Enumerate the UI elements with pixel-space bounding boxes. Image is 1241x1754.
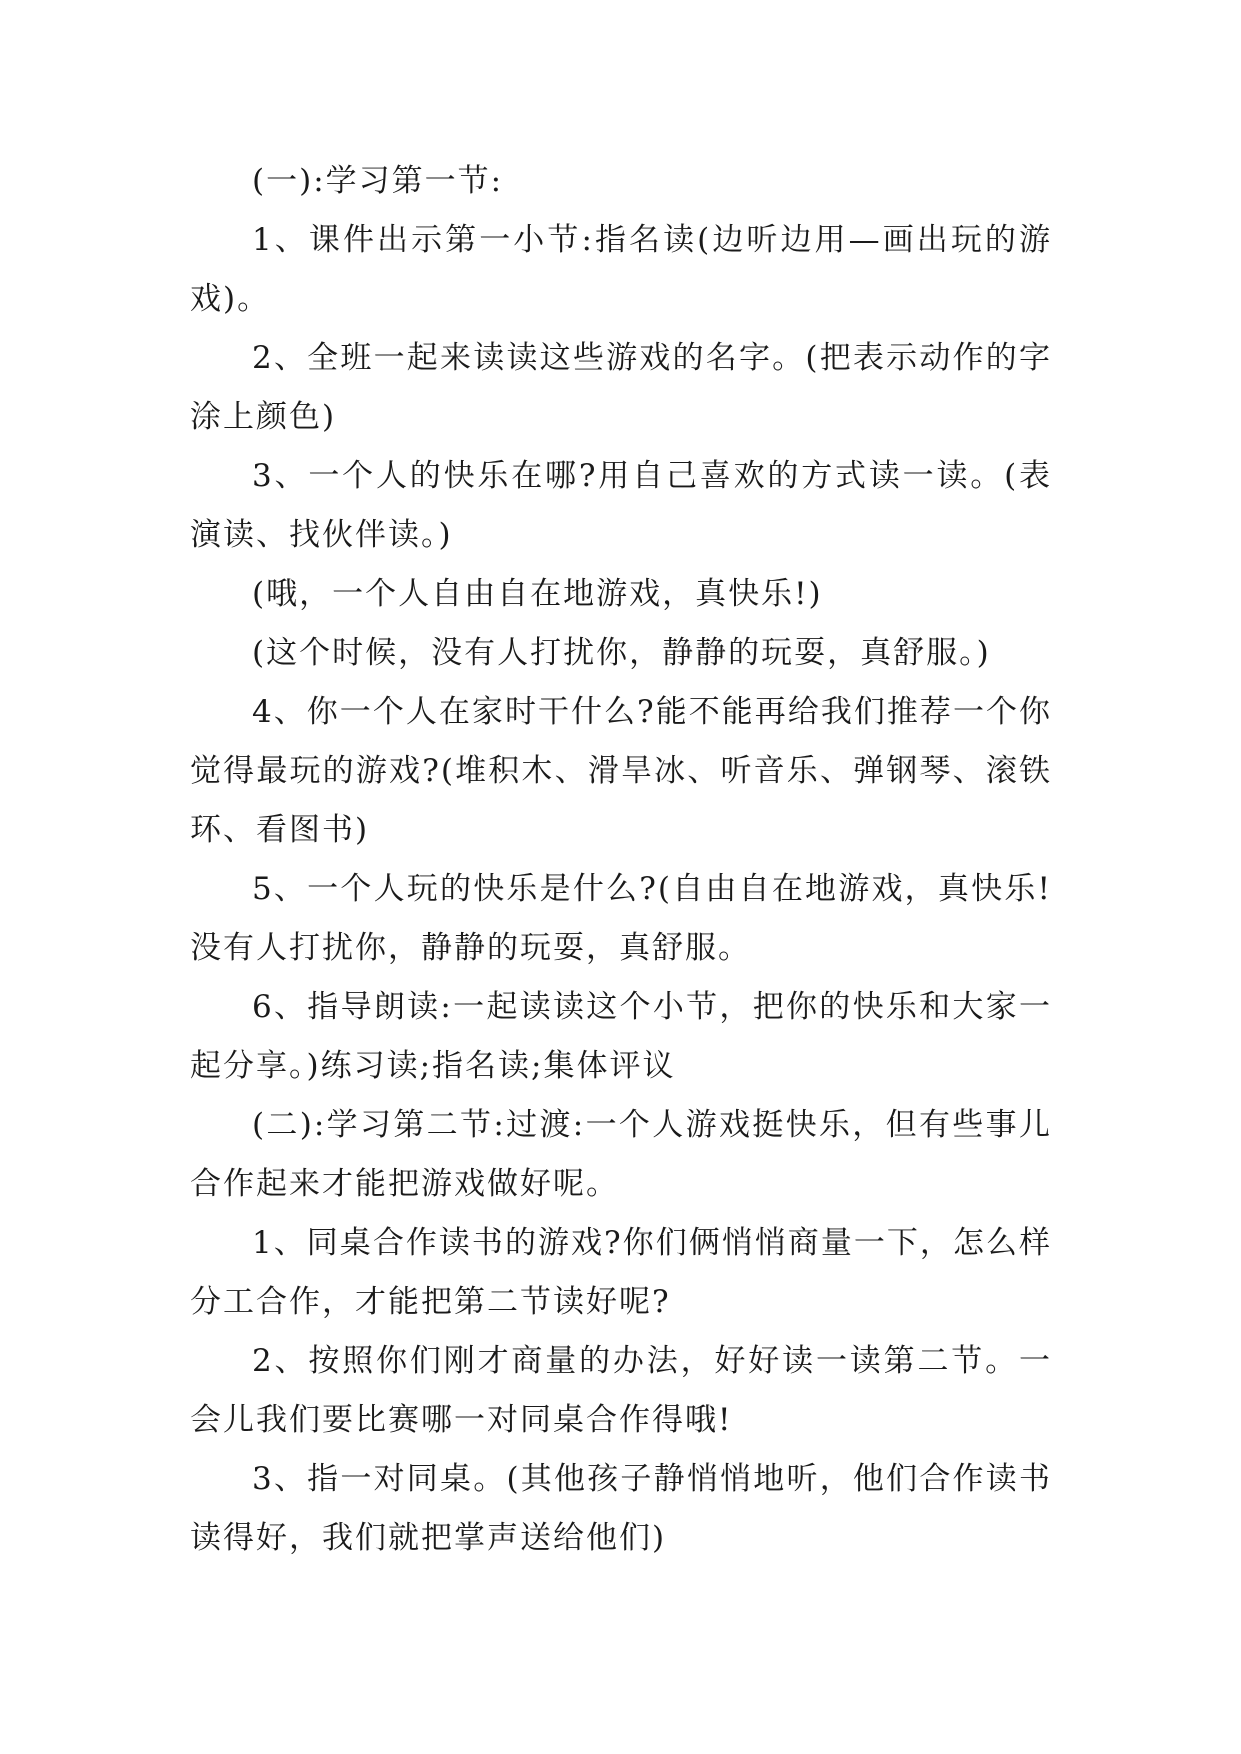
paragraph-step-2-1: 1、同桌合作读书的游戏?你们俩悄悄商量一下，怎么样分工合作，才能把第二节读好呢? [190,1225,1052,1320]
paragraph-step-5: 5、一个人玩的快乐是什么?(自由自在地游戏，真快乐!没有人打扰你，静静的玩耍，真舒服。 [190,871,1052,966]
paragraph-note-2: (这个时候，没有人打扰你，静静的玩耍，真舒服。) [252,635,991,671]
section-heading-1: (一):学习第一节: [252,163,504,199]
document-body [190,152,1052,1568]
paragraph-step-6: 6、指导朗读:一起读读这个小节，把你的快乐和大家一起分享。)练习读;指名读;集体评议 [190,989,1052,1084]
paragraph-step-2-2: 2、按照你们刚才商量的办法，好好读一读第二节。一会儿我们要比赛哪一对同桌合作得哦! [190,1343,1052,1438]
paragraph-note-1: (哦，一个人自由自在地游戏，真快乐!) [252,576,823,612]
paragraph-step-4: 4、你一个人在家时干什么?能不能再给我们推荐一个你觉得最玩的游戏?(堆积木、滑旱冰、听音乐、弹钢琴、滚铁环、看图书) [190,694,1052,848]
paragraph-step-2: 2、全班一起来读读这些游戏的名字。(把表示动作的字涂上颜色) [190,340,1052,435]
section-heading-2: (二):学习第二节:过渡:一个人游戏挺快乐，但有些事儿合作起来才能把游戏做好呢。 [190,1107,1052,1202]
paragraph-step-2-3: 3、指一对同桌。(其他孩子静悄悄地听，他们合作读书读得好，我们就把掌声送给他们) [190,1461,1052,1556]
paragraph-step-3: 3、一个人的快乐在哪?用自己喜欢的方式读一读。(表演读、找伙伴读。) [190,458,1052,553]
paragraph-step-1: 1、课件出示第一小节:指名读(边听边用—画出玩的游戏)。 [190,222,1052,317]
